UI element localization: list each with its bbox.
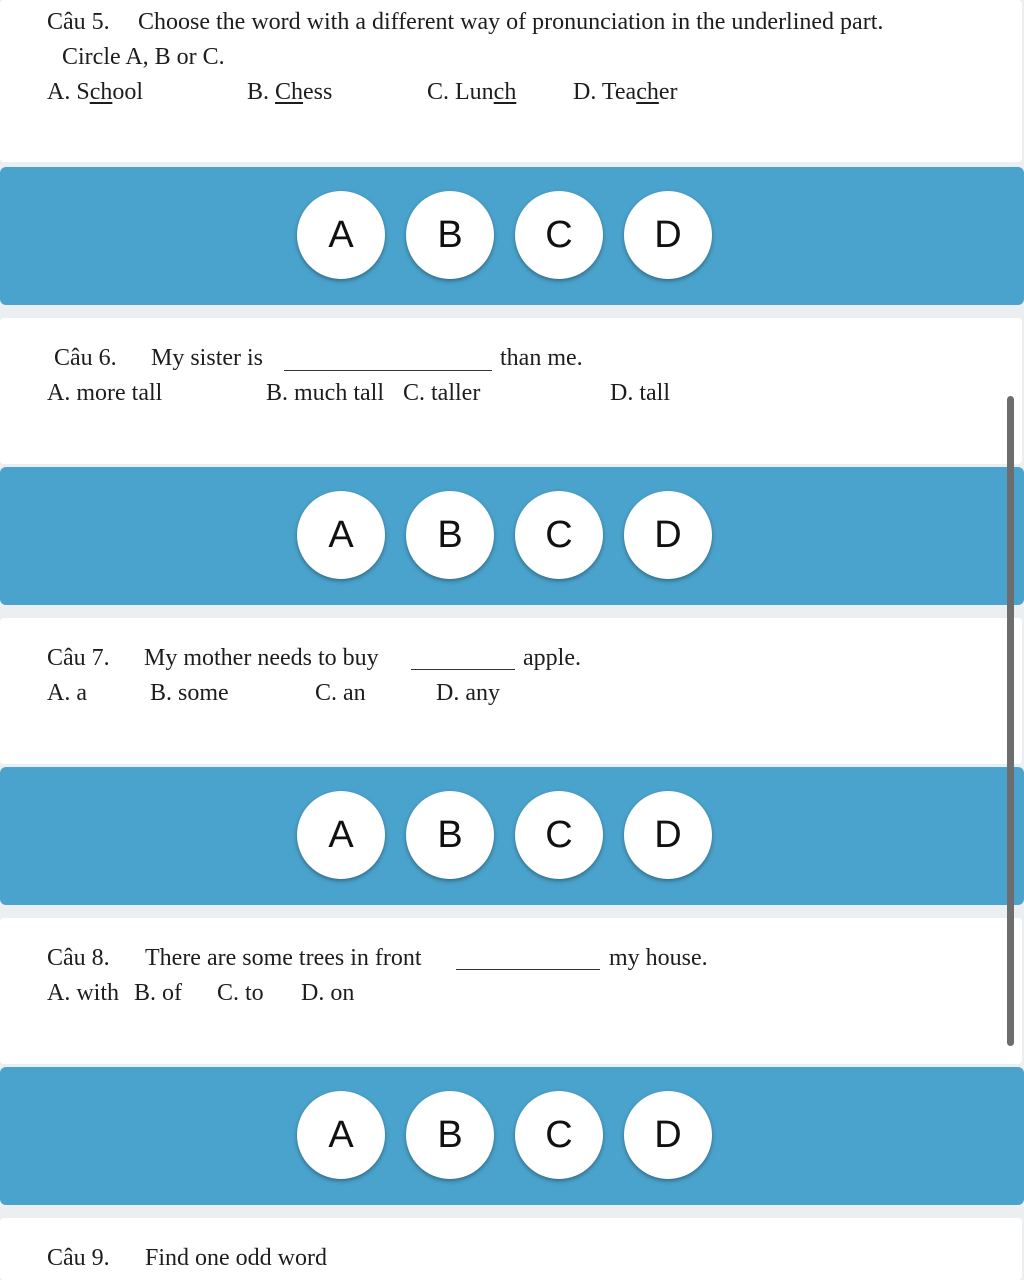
- q5-label: Câu 5.: [47, 9, 110, 35]
- q5-option-c: C. Lunch: [427, 79, 517, 105]
- q7-option-a: A. a: [47, 680, 87, 706]
- q7-text-before: My mother needs to buy: [144, 645, 379, 671]
- question-card-5: [0, 0, 1022, 162]
- scrollbar-thumb[interactable]: [1007, 396, 1014, 1046]
- q5-option-b: B. Chess: [247, 79, 333, 105]
- question-card-8: [0, 918, 1022, 1064]
- q5-question: Choose the word with a different way of pronunciation in the underlined part.: [138, 9, 884, 35]
- q8-option-c: C. to: [217, 980, 264, 1006]
- q8-label: Câu 8.: [47, 945, 110, 971]
- q7-blank: [411, 669, 515, 670]
- answer-button-a[interactable]: A: [297, 191, 385, 279]
- q9-label: Câu 9.: [47, 1245, 110, 1271]
- answer-band-5: [0, 167, 1024, 305]
- q6-text-after: than me.: [500, 345, 583, 371]
- answer-button-b[interactable]: B: [406, 791, 494, 879]
- q6-option-b: B. much tall: [266, 380, 384, 406]
- q6-text-before: My sister is: [151, 345, 264, 371]
- answer-button-c[interactable]: C: [515, 191, 603, 279]
- q7-label: Câu 7.: [47, 645, 110, 671]
- answer-button-b[interactable]: B: [406, 191, 494, 279]
- answer-button-c[interactable]: C: [515, 1091, 603, 1179]
- answer-button-d[interactable]: D: [624, 791, 712, 879]
- q8-option-a: A. with: [47, 980, 119, 1006]
- q7-text-after: apple.: [523, 645, 581, 671]
- answer-button-c[interactable]: C: [515, 791, 603, 879]
- answer-button-b[interactable]: B: [406, 491, 494, 579]
- q9-question: Find one odd word: [145, 1245, 327, 1271]
- answer-band-7: [0, 767, 1024, 905]
- answer-button-a[interactable]: A: [297, 791, 385, 879]
- question-card-7: [0, 618, 1022, 764]
- q8-option-b: B. of: [134, 980, 182, 1006]
- q8-text-after: my house.: [609, 945, 708, 971]
- q7-option-d: D. any: [436, 680, 500, 706]
- q5-question-line2: Circle A, B or C.: [62, 44, 225, 70]
- q6-label: Câu 6.: [54, 345, 117, 371]
- q5-option-d: D. Teacher: [573, 79, 678, 105]
- answer-button-a[interactable]: A: [297, 1091, 385, 1179]
- q6-option-c: C. taller: [403, 380, 481, 406]
- q6-option-a: A. more tall: [47, 380, 163, 406]
- q8-text-before: There are some trees in front: [145, 945, 422, 971]
- q6-blank: [284, 370, 492, 371]
- q7-option-c: C. an: [315, 680, 366, 706]
- answer-button-b[interactable]: B: [406, 1091, 494, 1179]
- question-card-6: [0, 318, 1022, 464]
- q8-blank: [456, 969, 600, 970]
- answer-band-6: [0, 467, 1024, 605]
- q8-option-d: D. on: [301, 980, 355, 1006]
- answer-button-a[interactable]: A: [297, 491, 385, 579]
- q5-option-a: A. School: [47, 79, 144, 105]
- answer-button-d[interactable]: D: [624, 1091, 712, 1179]
- q7-option-b: B. some: [150, 680, 229, 706]
- answer-button-d[interactable]: D: [624, 491, 712, 579]
- answer-button-c[interactable]: C: [515, 491, 603, 579]
- answer-button-d[interactable]: D: [624, 191, 712, 279]
- answer-band-8: [0, 1067, 1024, 1205]
- question-card-9: [0, 1218, 1022, 1280]
- q6-option-d: D. tall: [610, 380, 670, 406]
